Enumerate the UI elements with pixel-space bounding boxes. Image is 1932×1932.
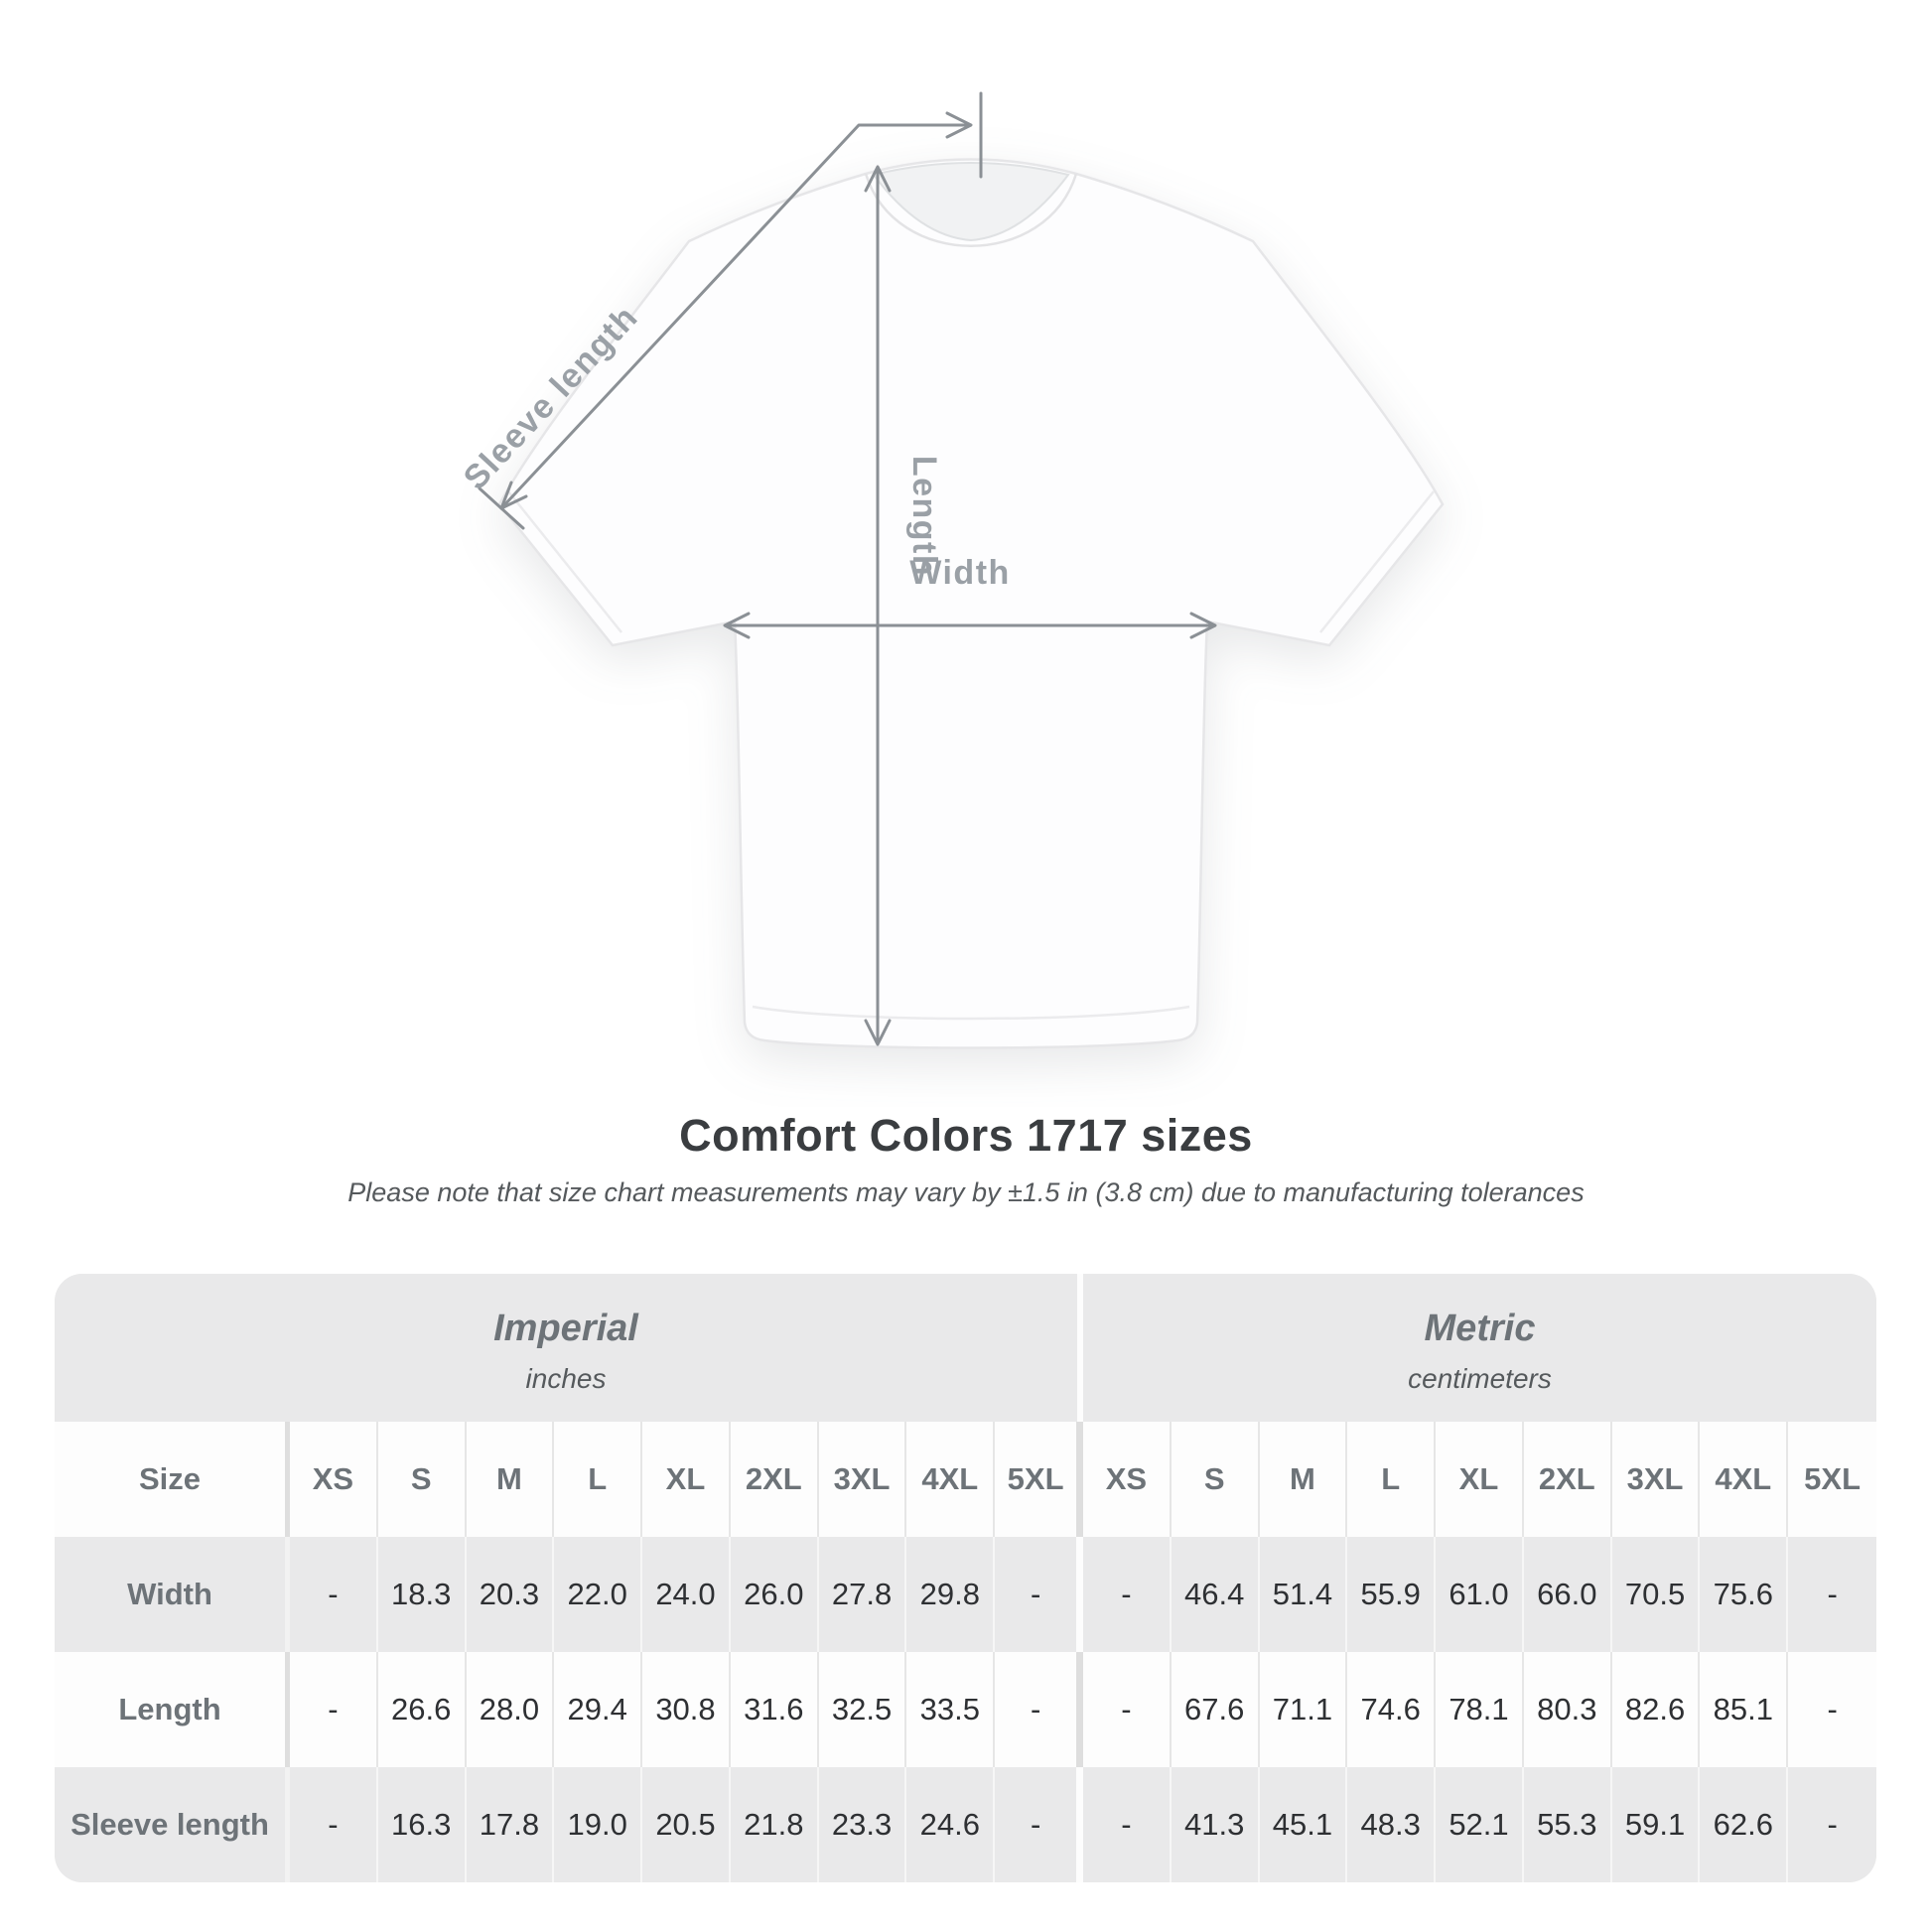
sleeve-length-label: Sleeve length <box>456 298 646 497</box>
size-header-metric-5xl: 5XL <box>1804 1461 1862 1496</box>
value-metric-0-0: - <box>1083 1537 1172 1652</box>
value-imperial-1-7: 33.5 <box>906 1652 995 1767</box>
size-header-imperial-l: L <box>554 1422 642 1537</box>
metric-group-header <box>1083 1274 1876 1422</box>
tshirt-body <box>499 160 1443 1048</box>
value-metric-2-3: 48.3 <box>1347 1767 1436 1882</box>
page-subtitle: Please note that size chart measurements may vary by ±1.5 in (3.8 cm) due to manufacturing tolerances <box>347 1177 1585 1207</box>
value-metric-2-7: 62.6 <box>1700 1767 1788 1882</box>
size-header-metric-l: L <box>1347 1422 1436 1537</box>
value-imperial-1-5: 31.6 <box>731 1652 819 1767</box>
value-imperial-1-1: 26.6 <box>378 1652 467 1767</box>
value-metric-2-0: - <box>1083 1767 1172 1882</box>
size-table <box>55 1274 1876 1882</box>
size-header-imperial-xs: XS <box>290 1422 378 1537</box>
length-label: Length <box>905 455 943 578</box>
size-header-imperial-s: S <box>378 1422 467 1537</box>
value-metric-1-6: 82.6 <box>1612 1652 1701 1767</box>
size-header-metric-2xl: 2XL <box>1524 1422 1612 1537</box>
value-imperial-2-3: 19.0 <box>554 1767 642 1882</box>
size-header-metric-4xl: 4XL <box>1700 1422 1788 1537</box>
value-imperial-2-8: - <box>995 1767 1083 1882</box>
size-header-imperial-3xl: 3XL <box>819 1422 907 1537</box>
value-metric-0-6: 70.5 <box>1612 1537 1701 1652</box>
size-header-metric-s: S <box>1172 1422 1260 1537</box>
value-metric-1-1: 67.6 <box>1172 1652 1260 1767</box>
value-metric-2-6: 59.1 <box>1612 1767 1701 1882</box>
imperial-group-header <box>55 1274 1083 1422</box>
value-metric-2-5: 55.3 <box>1524 1767 1612 1882</box>
value-imperial-1-8: - <box>995 1652 1083 1767</box>
value-imperial-0-2: 20.3 <box>467 1537 555 1652</box>
value-metric-0-1: 46.4 <box>1172 1537 1260 1652</box>
value-imperial-0-3: 22.0 <box>554 1537 642 1652</box>
size-header-imperial-m: M <box>467 1422 555 1537</box>
value-metric-2-4: 52.1 <box>1436 1767 1524 1882</box>
metric-group-label: Metric <box>1424 1307 1536 1349</box>
value-imperial-0-0: - <box>290 1537 378 1652</box>
value-metric-0-7: 75.6 <box>1700 1537 1788 1652</box>
value-imperial-1-2: 28.0 <box>467 1652 555 1767</box>
tshirt-illustration <box>499 160 1443 1048</box>
value-metric-2-8: - <box>1827 1807 1838 1842</box>
table-data-row-0 <box>55 1537 1876 1652</box>
value-metric-0-8: - <box>1827 1577 1838 1611</box>
value-metric-1-5: 80.3 <box>1524 1652 1612 1767</box>
size-header-imperial-2xl: 2XL <box>731 1422 819 1537</box>
table-data-row-2 <box>55 1767 1876 1882</box>
table-data-row-1 <box>55 1652 1876 1767</box>
size-column-header: Size <box>55 1422 290 1537</box>
value-metric-1-3: 74.6 <box>1347 1652 1436 1767</box>
imperial-group-label: Imperial <box>493 1307 638 1349</box>
row-label-0: Width <box>55 1537 290 1652</box>
size-header-metric-3xl: 3XL <box>1612 1422 1701 1537</box>
value-imperial-2-5: 21.8 <box>731 1767 819 1882</box>
value-imperial-1-4: 30.8 <box>642 1652 731 1767</box>
value-metric-1-4: 78.1 <box>1436 1652 1524 1767</box>
size-header-metric-xs: XS <box>1083 1422 1172 1537</box>
row-label-2: Sleeve length <box>55 1767 290 1882</box>
value-metric-1-0: - <box>1083 1652 1172 1767</box>
value-imperial-0-7: 29.8 <box>906 1537 995 1652</box>
table-group-header-row <box>55 1274 1876 1422</box>
value-metric-2-2: 45.1 <box>1260 1767 1348 1882</box>
table-sizes-header-row <box>55 1422 1876 1537</box>
value-imperial-0-5: 26.0 <box>731 1537 819 1652</box>
value-imperial-0-4: 24.0 <box>642 1537 731 1652</box>
value-imperial-0-6: 27.8 <box>819 1537 907 1652</box>
value-metric-2-1: 41.3 <box>1172 1767 1260 1882</box>
value-metric-0-5: 66.0 <box>1524 1537 1612 1652</box>
value-imperial-1-0: - <box>290 1652 378 1767</box>
title-block <box>0 1110 1932 1208</box>
value-imperial-1-6: 32.5 <box>819 1652 907 1767</box>
value-metric-0-2: 51.4 <box>1260 1537 1348 1652</box>
value-metric-1-8: - <box>1827 1692 1838 1726</box>
metric-group-unit: centimeters <box>1408 1362 1552 1394</box>
size-header-metric-xl: XL <box>1436 1422 1524 1537</box>
value-imperial-1-3: 29.4 <box>554 1652 642 1767</box>
page-title: Comfort Colors 1717 sizes <box>679 1110 1253 1161</box>
value-imperial-2-6: 23.3 <box>819 1767 907 1882</box>
imperial-group-unit: inches <box>525 1362 607 1394</box>
size-header-imperial-xl: XL <box>642 1422 731 1537</box>
value-metric-0-3: 55.9 <box>1347 1537 1436 1652</box>
value-imperial-0-1: 18.3 <box>378 1537 467 1652</box>
value-imperial-2-1: 16.3 <box>378 1767 467 1882</box>
value-imperial-2-0: - <box>290 1767 378 1882</box>
value-metric-1-2: 71.1 <box>1260 1652 1348 1767</box>
value-imperial-2-7: 24.6 <box>906 1767 995 1882</box>
value-metric-0-4: 61.0 <box>1436 1537 1524 1652</box>
width-label: Width <box>909 554 1011 592</box>
size-header-imperial-4xl: 4XL <box>906 1422 995 1537</box>
value-imperial-2-4: 20.5 <box>642 1767 731 1882</box>
value-imperial-0-8: - <box>995 1537 1083 1652</box>
size-header-metric-m: M <box>1260 1422 1348 1537</box>
row-label-1: Length <box>55 1652 290 1767</box>
value-metric-1-7: 85.1 <box>1700 1652 1788 1767</box>
size-header-imperial-5xl: 5XL <box>995 1422 1083 1537</box>
value-imperial-2-2: 17.8 <box>467 1767 555 1882</box>
